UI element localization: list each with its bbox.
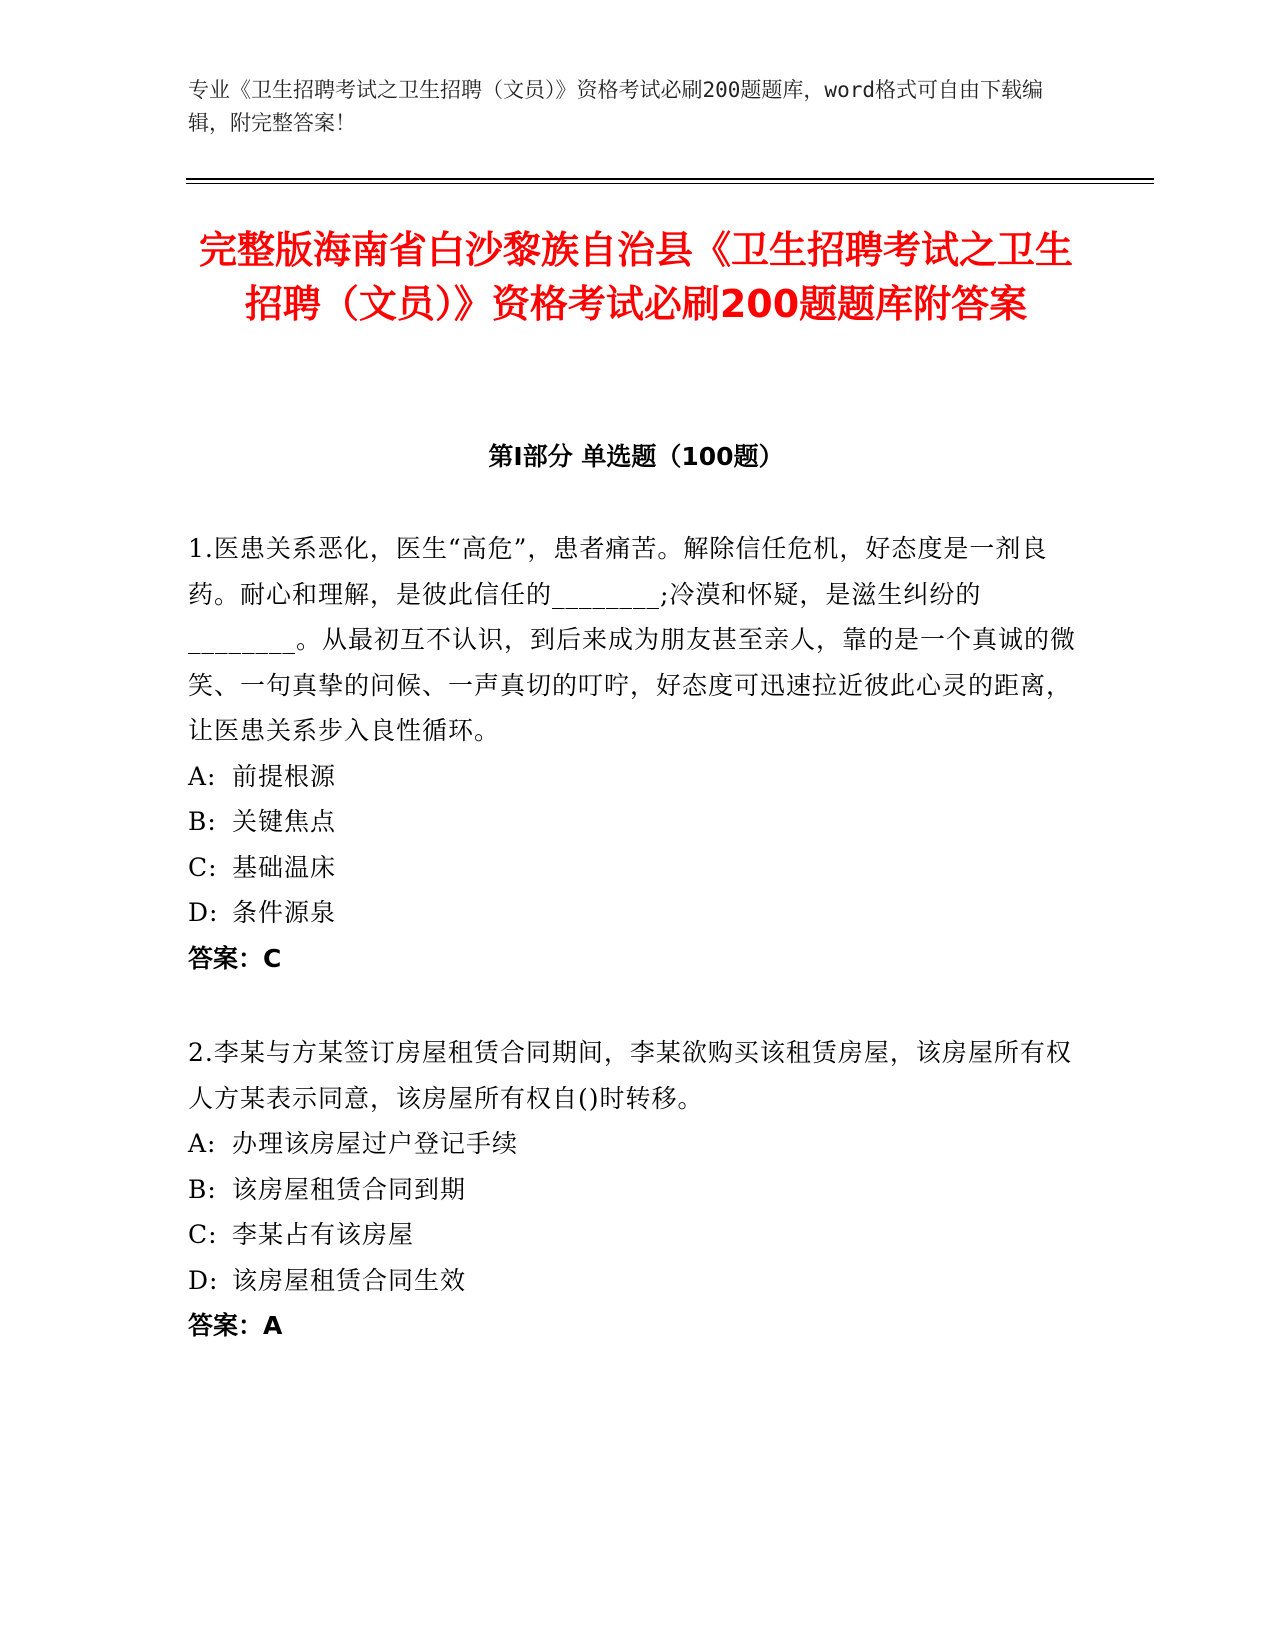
option-letter: B: [188,1174,217,1204]
option-text: 李某占有该房屋 [232,1220,415,1249]
option-letter: C: [188,852,218,882]
option-text: 关键焦点 [232,807,337,836]
option-letter: B: [188,807,217,836]
option-text: 前提根源 [232,761,337,791]
option-a [188,754,1088,800]
question-2 [188,1030,1088,1349]
answer-line: 答案：A [188,1311,283,1340]
option-text: 基础温床 [232,852,337,882]
question-1 [188,526,1088,981]
option-text: 该房屋租赁合同到期 [232,1174,467,1204]
option-text: 条件源泉 [232,898,337,927]
header-divider-thin [186,183,1154,184]
option-d [188,890,1088,936]
option-a [188,1121,1088,1167]
question-stem: 2.李某与方某签订房屋租赁合同期间，李某欲购买该租赁房屋，该房屋所有权人方某表示同意，该房屋所有权自()时转移。 [188,1038,1072,1113]
option-letter: A: [188,761,217,791]
section-title: 第Ⅰ部分 单选题（100题） [488,442,784,471]
option-d [188,1258,1088,1304]
option-letter: C: [188,1220,218,1249]
option-text: 办理该房屋过户登记手续 [232,1129,519,1158]
option-c [188,845,1088,891]
answer-line: 答案：C [188,943,282,973]
option-b [188,799,1088,845]
option-letter: D: [188,898,219,927]
option-letter: D: [188,1265,219,1295]
header-note: 专业《卫生招聘考试之卫生招聘（文员）》资格考试必刷200题题库，word格式可自由下载编辑，附完整答案！ [188,78,1043,135]
option-text: 该房屋租赁合同生效 [232,1265,467,1295]
option-letter: A: [188,1129,217,1158]
document-title: 完整版海南省白沙黎族自治县《卫生招聘考试之卫生招聘（文员）》资格考试必刷200题题库附答案 [198,228,1073,326]
question-stem: 1.医患关系恶化，医生“高危”，患者痛苦。解除信任危机，好态度是一剂良药。耐心和理解，是彼此信任的________;冷漠和怀疑，是滋生纠纷的________。从最初互不认识，到后来成为朋友甚至亲人，靠的是一个真诚的微笑、一句真挚的问候、一声真切的叮咛，好态度可迅速拉近彼此心灵的距离，让医患关系步入良性循环。 [188,534,1077,745]
option-b [188,1167,1088,1213]
header-divider-thick [186,178,1154,180]
option-c [188,1212,1088,1258]
